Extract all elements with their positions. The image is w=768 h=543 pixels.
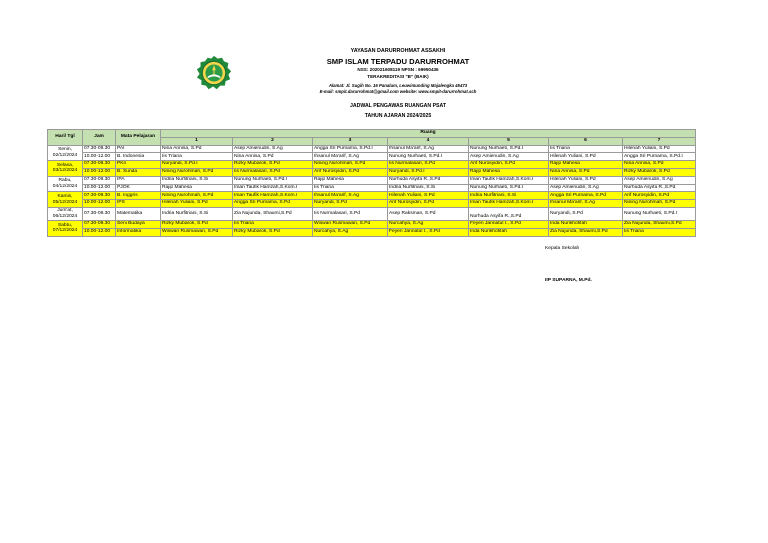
time-cell: 07.30-09.30 — [83, 220, 116, 228]
supervisor-cell: Zia Nujunda, Shaumi,S.Pd — [549, 228, 623, 236]
time-cell: 07.30-09.30 — [83, 207, 116, 220]
supervisor-cell: Nining Nurohmah, S.Pd — [161, 192, 233, 200]
supervisor-cell: Feyen Jannatul I., S.Pd — [469, 220, 549, 228]
supervisor-cell: Zia Nujunda, Shaumi,S.Pd — [623, 220, 696, 228]
supervisor-cell: Arif Nurosyidin, S.Pd — [469, 161, 549, 169]
supervisor-cell: Iis Nurmalasari, S.Pd — [388, 161, 469, 169]
day-date-cell: Kamis, 05/12/2024 — [48, 192, 83, 208]
supervisor-cell: Rajip Mahesa — [161, 184, 233, 192]
table-row — [48, 176, 696, 184]
supervisor-cell: Iis Nurmalasari, S.Pd — [313, 207, 388, 220]
table-row — [48, 161, 696, 169]
subject-cell: Matematika — [116, 207, 161, 220]
supervisor-cell: Inda Nurikhofifah — [549, 220, 623, 228]
supervisor-cell: Nurcahya, S.Ag — [388, 220, 469, 228]
supervisor-cell: Hilenah Yuliani, S.Pd — [549, 176, 623, 184]
time-cell: 10.00-12.00 — [83, 153, 116, 161]
subject-cell: IPA — [116, 176, 161, 184]
supervisor-cell: Nuryandi, S.Pd — [313, 200, 388, 208]
room-header: 5 — [469, 137, 549, 145]
time-cell: 10.00-12.00 — [83, 200, 116, 208]
supervisor-cell: Zia Nujunda, Shaumi,S.Pd — [233, 207, 313, 220]
supervisor-cell: Nurhuda Asyifa R.,S.Pd — [469, 207, 549, 220]
supervisor-cell: Angga Sri Purnama, S.Pd — [233, 200, 313, 208]
supervisor-cell: Iis Triana — [233, 220, 313, 228]
supervisor-cell: Nina Annisa, S.Pd — [623, 161, 696, 169]
table-row — [48, 228, 696, 236]
day-date-cell: Sabtu, 07/12/2024 — [48, 220, 83, 236]
supervisor-cell: Rizky Mubarok, S.Pd — [233, 161, 313, 169]
table-row — [48, 220, 696, 228]
room-header: 7 — [623, 137, 696, 145]
supervisor-cell: Indria Nurfitriani, S.Si — [161, 207, 233, 220]
supervisor-cell: Iman Taufik Hamzah,S.Kom.I — [469, 176, 549, 184]
supervisor-cell: Ihsanul Ma'arif, S.Ag — [313, 192, 388, 200]
time-cell: 07.30-09.30 — [83, 192, 116, 200]
table-row — [48, 207, 696, 220]
school-email: E-mail: smpit.darurrohmat@gmail.com website: www.smpit-darurrohmat.sch — [319, 89, 477, 94]
supervisor-cell: Rizky Mubarok, S.Pd — [623, 168, 696, 176]
supervisor-cell: Nuryandi, S.Pd — [549, 207, 623, 220]
foundation-name: YAYASAN DARURROHMAT ASSAKHI — [350, 48, 446, 54]
time-cell: 10.00-12.00 — [83, 228, 116, 236]
subject-cell: PJOK — [116, 184, 161, 192]
supervisor-cell: Iis Triana — [161, 153, 233, 161]
supervisor-cell: Angga Sri Purnama, S.Pd.I — [623, 153, 696, 161]
school-address: Alamat: Jl. Sugih No. 16 Panalum, Leuwimunding Majalengka 45473 — [328, 83, 468, 88]
signer-name: IIP SUPARNA, M.Pd. — [545, 278, 592, 283]
supervisor-cell: Indria Nurfitriani, S.Si — [469, 192, 549, 200]
day-date-cell: Selasa, 03/12/2024 — [48, 161, 83, 177]
supervisor-cell: Hilenah Yuliani, S.Pd — [161, 200, 233, 208]
supervisor-cell: Nurcahya, S.Ag — [313, 228, 388, 236]
supervisor-cell: Nunung Nurhaeti, S.Pd.I — [388, 153, 469, 161]
day-date-cell: Rabu, 04/12/2024 — [48, 176, 83, 192]
column-header-subject: Mata Pelajaran — [116, 130, 161, 146]
supervisor-cell: Arif Nurosyidin, S.Pd — [623, 192, 696, 200]
academic-year: TAHUN AJARAN 2024/2025 — [364, 113, 432, 119]
subject-cell: Informatika — [116, 228, 161, 236]
supervisor-cell: Wiswan Rusmawan, S.Pd — [161, 228, 233, 236]
supervisor-cell: Nunung Nurhaeti, S.Pd.I — [469, 145, 549, 153]
column-header-room: Ruang — [161, 130, 696, 138]
time-cell: 07.30-09.30 — [83, 161, 116, 169]
time-cell: 10.00-12.00 — [83, 184, 116, 192]
supervisor-cell: Nunung Nurhaeti, S.Pd.I — [233, 176, 313, 184]
supervisor-cell: Feyen Jannatul I., S.Pd — [388, 228, 469, 236]
supervisor-cell: Rajip Mahesa — [469, 168, 549, 176]
table-row — [48, 168, 696, 176]
time-cell: 07.30-09.30 — [83, 145, 116, 153]
supervisor-cell: Hilenah Yuliani, S.Pd — [388, 192, 469, 200]
supervisor-cell: Indria Nurfitriani, S.Si — [388, 184, 469, 192]
subject-cell: B. Indonesia — [116, 153, 161, 161]
supervisor-cell: Hilenah Yuliani, S.Pd — [623, 145, 696, 153]
subject-cell: IPS — [116, 200, 161, 208]
supervisor-cell: Arif Nurosyidin, S.Pd — [388, 200, 469, 208]
supervisor-cell: Inda Nurikhofifah — [469, 228, 549, 236]
column-header-day: Hari/ Tgl — [48, 130, 83, 146]
supervisor-cell: Arif Nurosyidin, S.Pd — [313, 168, 388, 176]
supervisor-cell: Nuryandi, S.Pd.I — [161, 161, 233, 169]
nss-npsn: NSS: 202021608119 NPSN : 69950436 — [357, 67, 439, 72]
supervisor-cell: Asep Amienudin, S.Ag — [233, 145, 313, 153]
table-row — [48, 145, 696, 153]
table-row — [48, 200, 696, 208]
supervisor-cell: Iman Taufik Hamzah,S.Kom.I — [233, 192, 313, 200]
school-name: SMP ISLAM TERPADU DARURROHMAT — [326, 57, 470, 66]
signer-role: Kepala Sekolah — [545, 246, 580, 251]
supervisor-cell: Nina Annisa, S.Pd — [161, 145, 233, 153]
supervisor-cell: Nurhuda Asyifa R.,S.Pd — [388, 176, 469, 184]
room-header: 4 — [388, 137, 469, 145]
supervisor-cell: Iis Triana — [623, 228, 696, 236]
supervisor-cell: Iman Taufik Hamzah,S.Kom.I — [233, 184, 313, 192]
table-row — [48, 153, 696, 161]
table-row — [48, 184, 696, 192]
room-header: 2 — [233, 137, 313, 145]
supervisor-cell: Nunung Nurhaeti, S.Pd.I — [469, 184, 549, 192]
accreditation: TERAKREDITASI "B" (BAIK) — [367, 74, 429, 79]
supervisor-cell: Iis Triana — [313, 184, 388, 192]
supervisor-cell: Asep Amienudin, S.Ag — [623, 176, 696, 184]
supervisor-cell: Asep Raksman, S.Pd — [388, 207, 469, 220]
supervisor-cell: Angga Sri Purnama, S.Pd — [549, 192, 623, 200]
supervisor-cell: Iis Nurmalasari, S.Pd — [233, 168, 313, 176]
time-cell: 07.30-09.30 — [83, 176, 116, 184]
supervisor-cell: Rajip Mahesa — [313, 176, 388, 184]
subject-cell: B. Inggris — [116, 192, 161, 200]
supervisor-cell: Ihsanul Ma'arif, S.Ag — [313, 153, 388, 161]
day-date-cell: Jum'at, 06/12/2024 — [48, 207, 83, 220]
supervisor-cell: Rizky Mubarok, S.Pd — [233, 228, 313, 236]
supervisor-cell: Iman Taufik Hamzah,S.Kom.I — [469, 200, 549, 208]
room-header: 1 — [161, 137, 233, 145]
column-header-time: Jam — [83, 130, 116, 146]
supervisor-cell: Asep Amienudin, S.Ag — [469, 153, 549, 161]
room-header: 3 — [313, 137, 388, 145]
subject-cell: PKn — [116, 161, 161, 169]
supervisor-cell: Nining Nurohmah, S.Pd — [623, 200, 696, 208]
supervisor-cell: Ihsanul Ma'arif, S.Ag — [388, 145, 469, 153]
supervisor-cell: Nina Annisa, S.Pd — [233, 153, 313, 161]
document-title: JADWAL PENGAWAS RUANGAN PSAT — [349, 103, 447, 109]
supervisor-cell: Nining Nurohmah, S.Pd — [313, 161, 388, 169]
subject-cell: Seni Budaya — [116, 220, 161, 228]
supervisor-schedule-table — [47, 129, 696, 237]
time-cell: 10.00-12.00 — [83, 168, 116, 176]
table-row — [48, 192, 696, 200]
supervisor-cell: Nunung Nurhaeti, S.Pd.I — [623, 207, 696, 220]
supervisor-cell: Nina Annisa, S.Pd — [549, 168, 623, 176]
room-header: 6 — [549, 137, 623, 145]
supervisor-cell: Indria Nurfitriani, S.Si — [161, 176, 233, 184]
day-date-cell: Senin, 02/12/2024 — [48, 145, 83, 161]
subject-cell: B. Sunda — [116, 168, 161, 176]
supervisor-cell: Angga Sri Purnama, S.Pd.I — [313, 145, 388, 153]
supervisor-cell: Nining Nurohmah, S.Pd — [161, 168, 233, 176]
supervisor-cell: Ihsanul Ma'arif, S.Ag — [549, 200, 623, 208]
supervisor-cell: Iis Triana — [549, 145, 623, 153]
subject-cell: PAI — [116, 145, 161, 153]
supervisor-cell: Rizky Mubarok, S.Pd — [161, 220, 233, 228]
supervisor-cell: Nuryandi, S.Pd.I — [388, 168, 469, 176]
supervisor-cell: Hilenah Yuliani, S.Pd — [549, 153, 623, 161]
supervisor-cell: Rajip Mahesa — [549, 161, 623, 169]
supervisor-cell: Nurhuda Asyifa R.,S.Pd — [623, 184, 696, 192]
supervisor-cell: Wiswan Rusmawan, S.Pd — [313, 220, 388, 228]
supervisor-cell: Asep Amienudin, S.Ag — [549, 184, 623, 192]
